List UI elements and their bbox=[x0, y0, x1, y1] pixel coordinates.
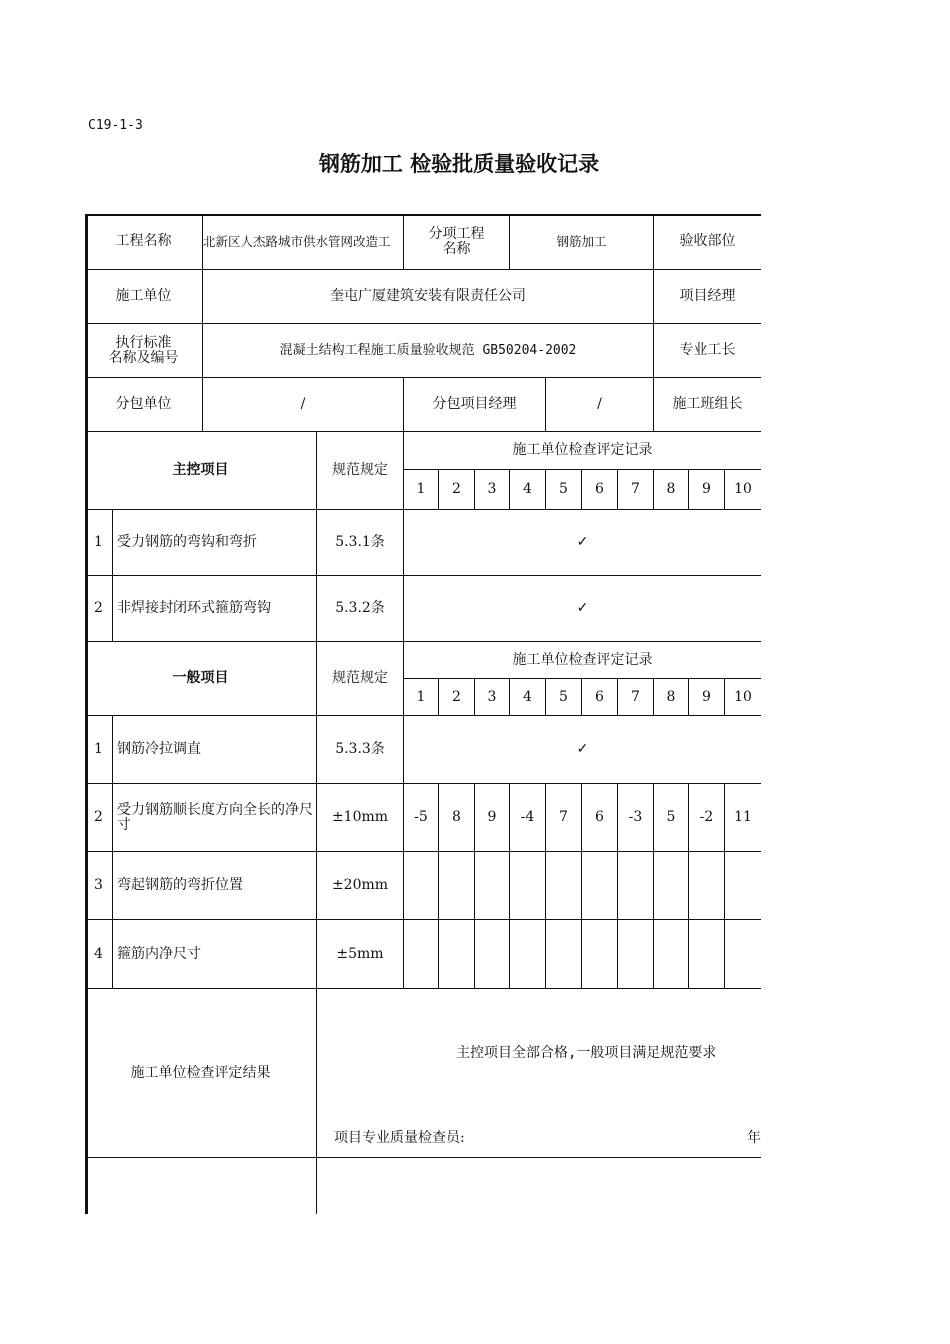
general-item-2-name: 受力钢筋顺长度方向全长的净尺寸 bbox=[113, 784, 317, 852]
general-spec-label: 规范规定 bbox=[317, 642, 404, 716]
general-item-2-value-9: -2 bbox=[689, 784, 725, 852]
general-item-3-value-9 bbox=[689, 852, 725, 920]
main-control-col-10: 10 bbox=[725, 470, 761, 510]
general-item-4-value-8 bbox=[654, 920, 689, 989]
general-item-3-value-7 bbox=[618, 852, 654, 920]
main-control-col-1: 1 bbox=[404, 470, 439, 510]
general-item-3-value-8 bbox=[654, 852, 689, 920]
general-col-6: 6 bbox=[582, 679, 618, 716]
general-item-4-value-7 bbox=[618, 920, 654, 989]
general-item-2-value-6: 6 bbox=[582, 784, 618, 852]
team-leader-label: 施工班组长 bbox=[654, 378, 761, 432]
general-item-4-no: 4 bbox=[85, 920, 113, 989]
general-col-1: 1 bbox=[404, 679, 439, 716]
general-item-2-value-10: 11 bbox=[725, 784, 761, 852]
main-item-2-spec: 5.3.2条 bbox=[317, 576, 404, 642]
general-item-3-value-5 bbox=[546, 852, 582, 920]
general-item-3-value-6 bbox=[582, 852, 618, 920]
general-col-10: 10 bbox=[725, 679, 761, 716]
general-item-1-spec: 5.3.3条 bbox=[317, 716, 404, 784]
main-control-spec-label: 规范规定 bbox=[317, 432, 404, 510]
general-item-2-value-8: 5 bbox=[654, 784, 689, 852]
subcontractor-label: 分包单位 bbox=[85, 378, 203, 432]
general-col-2: 2 bbox=[439, 679, 475, 716]
standard-value: 混凝土结构工程施工质量验收规范 GB50204-2002 bbox=[203, 324, 654, 378]
acceptance-record-table bbox=[85, 214, 761, 1214]
general-item-2-no: 2 bbox=[85, 784, 113, 852]
sub-item-label: 分项工程 名称 bbox=[404, 214, 510, 270]
main-control-col-9: 9 bbox=[689, 470, 725, 510]
main-control-col-5: 5 bbox=[546, 470, 582, 510]
constructor-label: 施工单位 bbox=[85, 270, 203, 324]
general-item-4-value-9 bbox=[689, 920, 725, 989]
general-item-4-value-10 bbox=[725, 920, 761, 989]
foreman-label: 专业工长 bbox=[654, 324, 761, 378]
general-item-3-spec: ±20mm bbox=[317, 852, 404, 920]
general-col-7: 7 bbox=[618, 679, 654, 716]
general-item-2-value-3: 9 bbox=[475, 784, 510, 852]
table-left-border bbox=[85, 214, 88, 1214]
sub-item-value: 钢筋加工 bbox=[510, 214, 654, 270]
standard-label: 执行标准 名称及编号 bbox=[85, 324, 203, 378]
sub-project-manager-label: 分包项目经理 bbox=[404, 378, 546, 432]
main-item-2-check: ✓ bbox=[404, 576, 761, 642]
project-name-value: 北新区人杰路城市供水管网改造工 bbox=[203, 214, 404, 270]
subcontractor-value: / bbox=[203, 378, 404, 432]
acceptance-part-label: 验收部位 bbox=[654, 214, 761, 270]
general-col-4: 4 bbox=[510, 679, 546, 716]
page-title: 钢筋加工 检验批质量验收记录 bbox=[318, 152, 600, 176]
general-item-4-value-4 bbox=[510, 920, 546, 989]
general-item-3-value-4 bbox=[510, 852, 546, 920]
document-code: C19-1-3 bbox=[88, 118, 143, 133]
general-item-1-no: 1 bbox=[85, 716, 113, 784]
main-control-record-label: 施工单位检查评定记录 bbox=[404, 432, 761, 470]
general-item-2-value-2: 8 bbox=[439, 784, 475, 852]
sub-project-manager-value: / bbox=[546, 378, 654, 432]
general-item-1-name: 钢筋冷拉调直 bbox=[113, 716, 317, 784]
general-item-3-name: 弯起钢筋的弯折位置 bbox=[113, 852, 317, 920]
general-item-4-value-1 bbox=[404, 920, 439, 989]
general-col-8: 8 bbox=[654, 679, 689, 716]
conclusion-label: 施工单位检查评定结果 bbox=[85, 989, 317, 1158]
main-item-1-check: ✓ bbox=[404, 510, 761, 576]
general-item-1-check: ✓ bbox=[404, 716, 761, 784]
general-item-4-spec: ±5mm bbox=[317, 920, 404, 989]
general-item-4-value-5 bbox=[546, 920, 582, 989]
main-item-1-spec: 5.3.1条 bbox=[317, 510, 404, 576]
general-item-4-value-3 bbox=[475, 920, 510, 989]
main-item-2-no: 2 bbox=[85, 576, 113, 642]
project-name-label: 工程名称 bbox=[85, 214, 203, 270]
main-control-col-6: 6 bbox=[582, 470, 618, 510]
supervisor-content-cell bbox=[317, 1158, 761, 1214]
general-record-label: 施工单位检查评定记录 bbox=[404, 642, 761, 679]
general-item-2-value-5: 7 bbox=[546, 784, 582, 852]
general-item-3-no: 3 bbox=[85, 852, 113, 920]
general-item-3-value-1 bbox=[404, 852, 439, 920]
main-item-1-no: 1 bbox=[85, 510, 113, 576]
general-col-9: 9 bbox=[689, 679, 725, 716]
main-control-col-8: 8 bbox=[654, 470, 689, 510]
main-item-1-name: 受力钢筋的弯钩和弯折 bbox=[113, 510, 317, 576]
main-control-col-2: 2 bbox=[439, 470, 475, 510]
inspector-label: 项目专业质量检查员: bbox=[334, 1130, 465, 1146]
general-col-5: 5 bbox=[546, 679, 582, 716]
general-item-3-value-3 bbox=[475, 852, 510, 920]
general-item-2-value-1: -5 bbox=[404, 784, 439, 852]
main-item-2-name: 非焊接封闭环式箍筋弯钩 bbox=[113, 576, 317, 642]
supervisor-label-cell bbox=[85, 1158, 317, 1214]
general-col-3: 3 bbox=[475, 679, 510, 716]
project-manager-label: 项目经理 bbox=[654, 270, 761, 324]
conclusion-text: 主控项目全部合格,一般项目满足规范要求 bbox=[456, 1045, 717, 1061]
main-control-section-label: 主控项目 bbox=[85, 432, 317, 510]
main-control-col-4: 4 bbox=[510, 470, 546, 510]
year-label: 年 bbox=[747, 1130, 761, 1146]
main-control-col-7: 7 bbox=[618, 470, 654, 510]
general-item-4-value-2 bbox=[439, 920, 475, 989]
general-item-3-value-10 bbox=[725, 852, 761, 920]
general-item-2-value-4: -4 bbox=[510, 784, 546, 852]
general-item-4-name: 箍筋内净尺寸 bbox=[113, 920, 317, 989]
general-section-label: 一般项目 bbox=[85, 642, 317, 716]
main-control-col-3: 3 bbox=[475, 470, 510, 510]
general-item-4-value-6 bbox=[582, 920, 618, 989]
constructor-value: 奎屯广厦建筑安装有限责任公司 bbox=[203, 270, 654, 324]
general-item-3-value-2 bbox=[439, 852, 475, 920]
general-item-2-value-7: -3 bbox=[618, 784, 654, 852]
general-item-2-spec: ±10mm bbox=[317, 784, 404, 852]
